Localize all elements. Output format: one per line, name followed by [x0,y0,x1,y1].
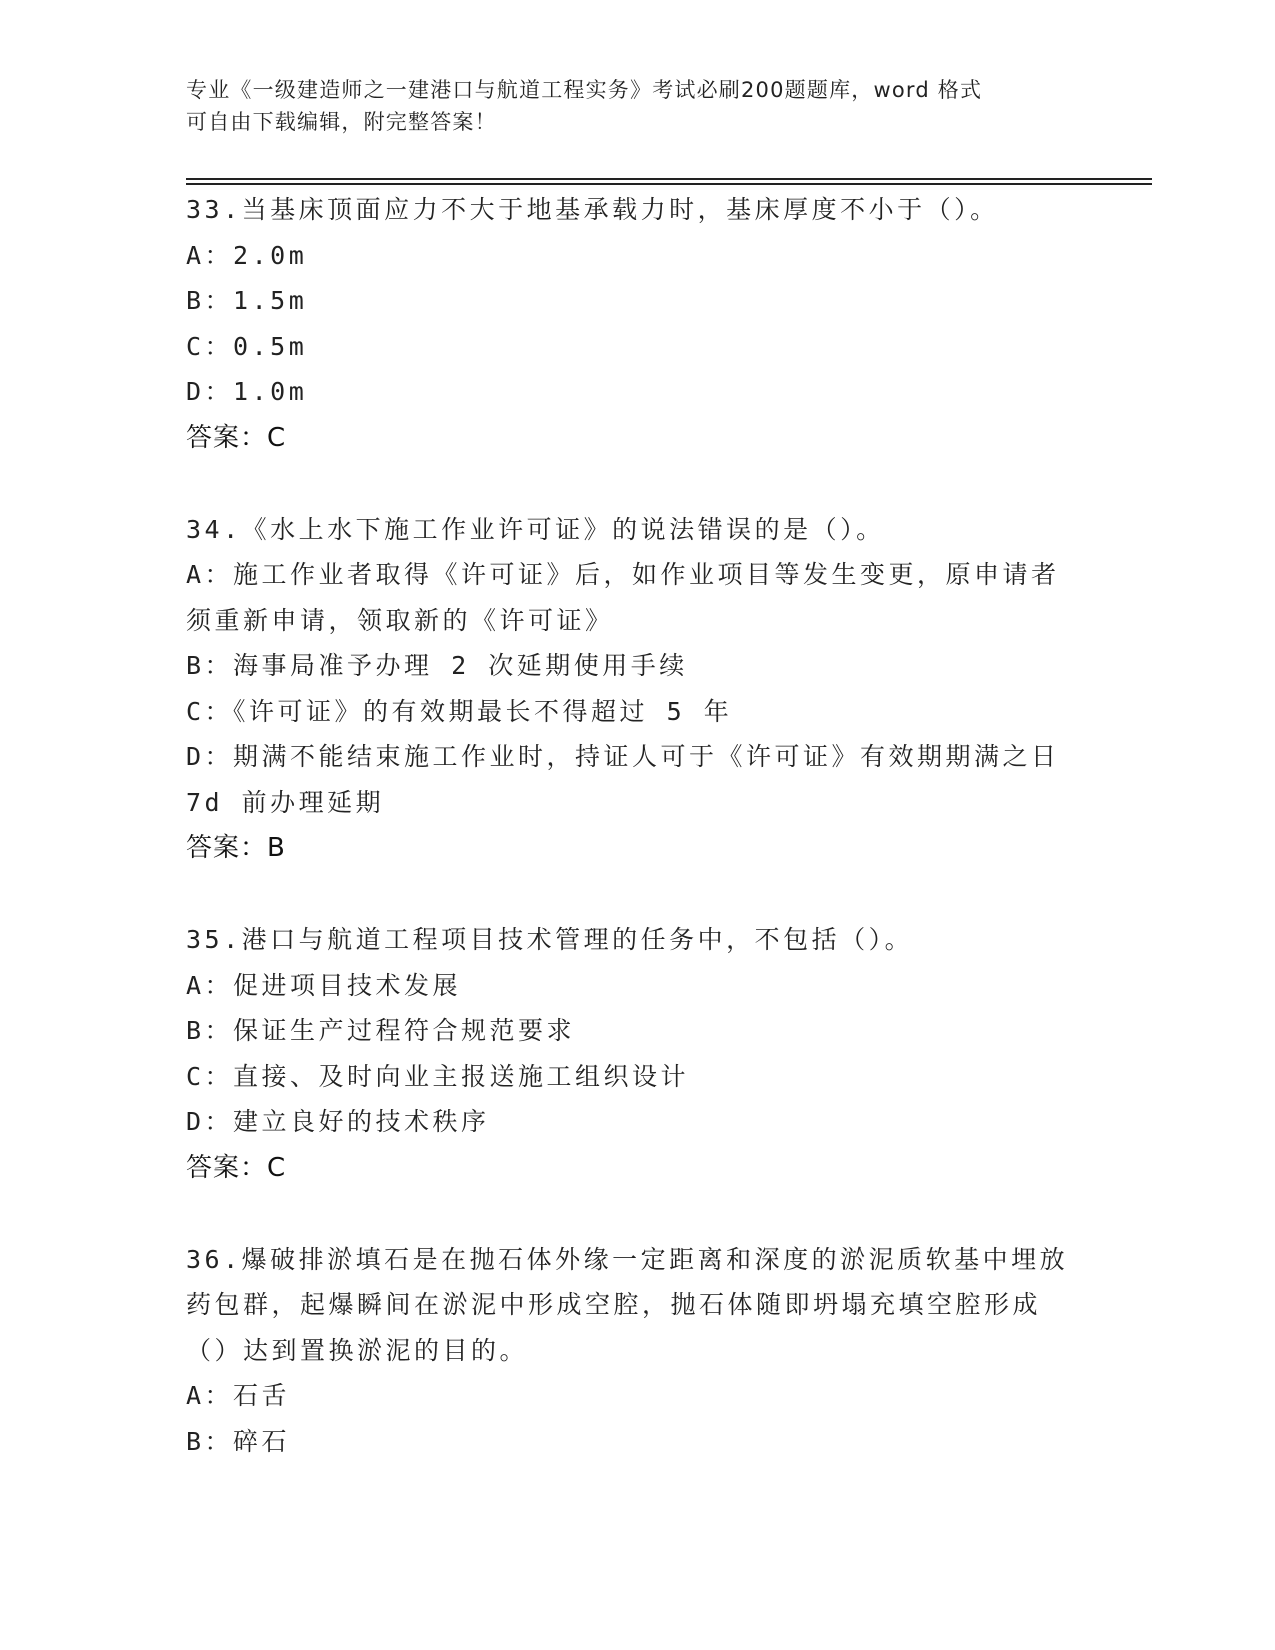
option-b: B：1.5m [186,286,308,315]
question-stem-continued: （）达到置换淤泥的目的。 [186,1335,529,1365]
option-d: D：建立良好的技术秩序 [186,1107,490,1136]
question-36 [186,1237,1086,1465]
answer-label: 答案：B [186,833,286,863]
option-c: C：直接、及时向业主报送施工组织设计 [186,1061,690,1091]
option-a: A：2.0m [186,240,308,270]
answer-label: 答案：C [186,422,287,453]
answer-label: 答案：C [186,1152,287,1183]
option-c: C：0.5m [186,331,308,361]
option-a: A：促进项目技术发展 [186,970,462,1000]
header-divider-top [186,178,1152,180]
option-a: A：石舌 [186,1381,291,1410]
question-list [186,187,1086,1510]
question-stem: 35.港口与航道工程项目技术管理的任务中，不包括（）。 [186,925,914,954]
option-a: A：施工作业者取得《许可证》后，如作业项目等发生变更，原申请者 [186,560,1060,589]
option-d: D：期满不能结束施工作业时，持证人可于《许可证》有效期期满之日 [186,742,1060,771]
option-b: B：海事局准予办理 2 次延期使用手续 [186,651,688,680]
option-b: B：保证生产过程符合规范要求 [186,1016,576,1045]
option-b: B：碎石 [186,1426,291,1456]
header-line-2: 可自由下载编辑，附完整答案！ [186,110,497,134]
option-c: C：《许可证》的有效期最长不得超过 5 年 [186,696,733,726]
question-stem: 34.《水上水下施工作业许可证》的说法错误的是（）。 [186,514,885,544]
header-line-1: 专业《一级建造师之一建港口与航道工程实务》考试必刷200题题库，word 格式 [186,78,983,102]
document-header [186,74,1066,138]
question-35 [186,917,1086,1191]
option-d: D：1.0m [186,377,308,406]
header-divider-bottom [186,183,1152,185]
option-a-continued: 须重新申请，领取新的《许可证》 [186,605,614,635]
question-stem-continued: 药包群，起爆瞬间在淤泥中形成空腔，抛石体随即坍塌充填空腔形成 [186,1290,1042,1319]
question-stem: 33.当基床顶面应力不大于地基承载力时，基床厚度不小于（）。 [186,195,999,224]
question-34 [186,507,1086,872]
option-d-continued: 7d 前办理延期 [186,787,385,817]
question-33 [186,187,1086,461]
question-stem: 36.爆破排淤填石是在抛石体外缘一定距离和深度的淤泥质软基中埋放 [186,1244,1069,1274]
